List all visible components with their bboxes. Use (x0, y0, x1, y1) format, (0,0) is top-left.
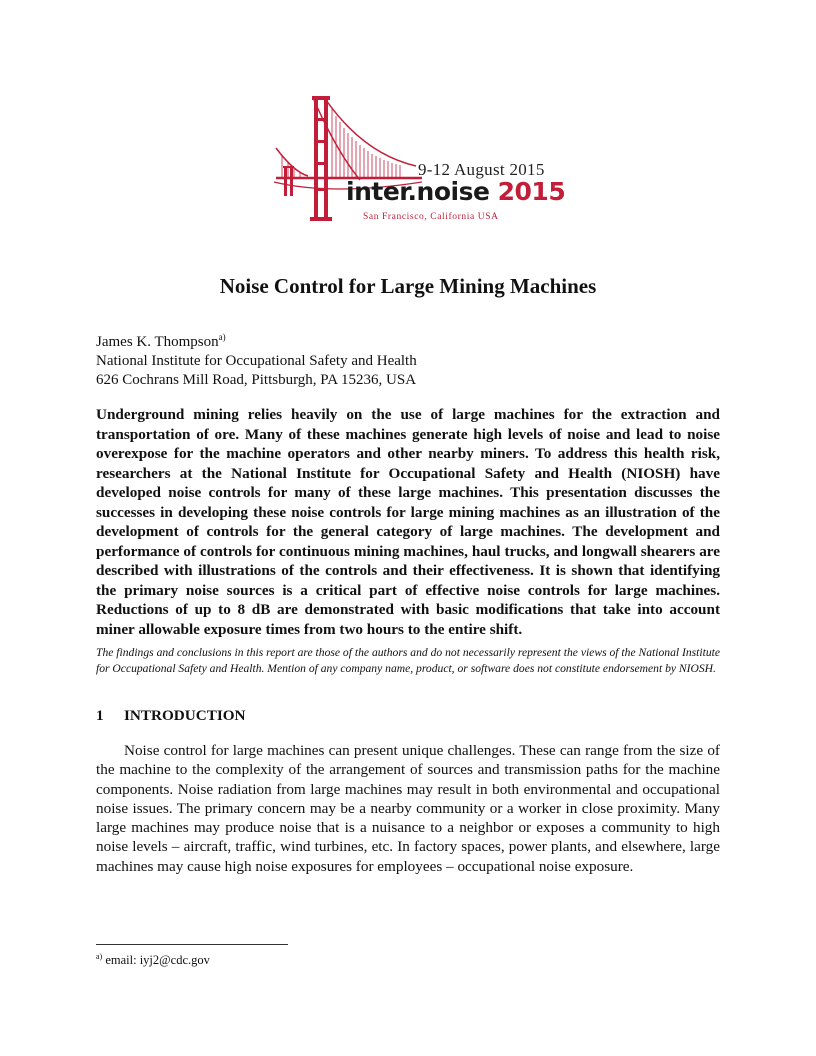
conference-logo (272, 92, 566, 228)
footnote-divider (96, 944, 288, 945)
section-number: 1 (96, 707, 104, 724)
paper-title: Noise Control for Large Mining Machines (219, 274, 597, 298)
author-name-line (96, 333, 736, 352)
author-affiliation: National Institute for Occupational Safety and Health (96, 353, 417, 369)
author-footnote-marker: a) (218, 332, 226, 342)
author-address: 626 Cochrans Mill Road, Pittsburgh, PA 15236, USA (96, 372, 417, 388)
abstract: Underground mining relies heavily on the use of large machines for the extraction and transportation of ore. Many of these machines generate high levels of noise and lead to noise overexpose for the machine operators and other nearby miners. To address this health risk, researchers at the National Institute for Occupational Safety and Health (NIOSH) have developed noise controls for many of these large machines. This presentation discusses the successes in developing these noise controls for large mining machines as an illustration of the development of controls for the general category of large machines. The development and performance of controls for continuous mining machines, haul trucks, and longwall shearers are described with illustrations of the controls and their effectiveness. It is shown that identifying the primary noise sources is a critical part of effective noise controls for large machines. Reductions of up to 8 dB are demonstrated with basic modifications that take into account miner allowable exposure times from two hours to the entire shift. (96, 406, 720, 638)
footnote (96, 953, 210, 968)
logo-brand-name: inter.noise (346, 177, 490, 206)
logo-location: San Francisco, California USA (363, 212, 499, 222)
footnote-text: email: iyj2@cdc.gov (105, 953, 210, 967)
logo-brand-year: 2015 (497, 177, 566, 206)
disclaimer: The findings and conclusions in this report are those of the authors and do not necessarily represent the views of the National Institute for Occupational Safety and Health. Mention of any company name, product, or software does not constitute endorsement by NIOSH. (96, 646, 720, 675)
intro-paragraph: Noise control for large machines can present unique challenges. These can range from the size of the machine to the complexity of the arrangement of sources and transmission paths for the machine components. Noise radiation from large machines may result in both environmental and occupational noise issues. The primary concern may be a nearby community or a worker in close proximity. Many large machines may produce noise that is a nuisance to a neighbor or exposes a community to high noise levels – aircraft, traffic, wind turbines, etc. In factory spaces, power plants, and elsewhere, large machines may cause high noise exposures for employees – occupational noise exposure. (96, 742, 720, 875)
section-title: INTRODUCTION (124, 707, 246, 724)
author-block (96, 333, 736, 390)
section-heading (96, 707, 246, 725)
author-name: James K. Thompson (96, 334, 219, 350)
logo-date: 9-12 August 2015 (418, 160, 545, 179)
footnote-marker: a) (96, 952, 103, 961)
logo-brand (346, 177, 565, 206)
